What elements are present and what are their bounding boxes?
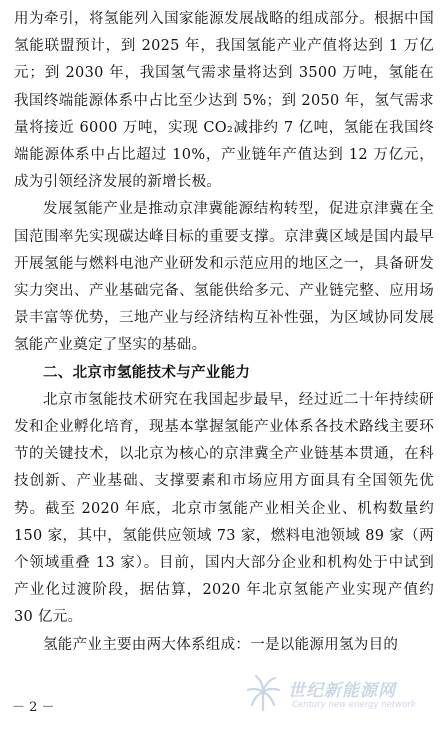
- watermark-logo-icon: [242, 672, 284, 714]
- paragraph-3: 北京市氢能技术研究在我国起步最早，经过近二十年持续研发和企业孵化培育，现基本掌握氢能产业体系各技术路线主要环节的关键技术，以北京为核心的京津冀全产业链基本贯通，在科技创新、产业基础、支撑要素和市场应用方面具有全国领先优势。截至 2020 年底，北京市氢能产业相关企业、机构数量约 150 家，其中，氢能供应领域 73 家，燃料电池领域 89 家（两个领域重叠 13 家）。目前，国内大部分企业和机构处于中试到产业化过渡阶段，据估算，2020 年北京氢能产业实现产值约 30 亿元。: [14, 391, 434, 626]
- paragraph-4: 氢能产业主要由两大体系组成：一是以能源用氢为目的: [43, 636, 399, 653]
- watermark: [242, 672, 432, 724]
- page-number: － 2 －: [12, 700, 55, 715]
- section-heading: 二、北京市氢能技术与产业能力: [43, 364, 251, 381]
- watermark-chinese-text: 世纪新能源网: [288, 681, 396, 701]
- watermark-english-text: Century new energy network: [292, 700, 416, 710]
- paragraph-2: 发展氢能产业是推动京津冀能源结构转型，促进京津冀在全国范围率先实现碳达峰目标的重要支撑。京津冀区域是国内最早开展氢能与燃料电池产业研发和示范应用的地区之一，具备研发实力突出、产业基础完备、氢能供给多元、产业链完整、应用场景丰富等优势，三地产业与经济结构互补性强，为区域协同发展氢能产业奠定了坚实的基础。: [14, 201, 434, 354]
- paragraph-1: 用为牵引，将氢能列入国家能源发展战略的组成部分。根据中国氢能联盟预计，到 2025 年，我国氢能产业产值将达到 1 万亿元；到 2030 年，我国氢气需求量将达到 3500 万吨，氢能在我国终端能源体系中占比至少达到 5%；到 2050 年，氢气需求量将接近 6000 万吨，实现 CO₂减排约 7 亿吨，氢能在我国终端能源体系中占比超过 10%，产业链年产值达到 12 万亿元，成为引领经济发展的新增长极。: [14, 11, 434, 191]
- body-text: [14, 6, 434, 659]
